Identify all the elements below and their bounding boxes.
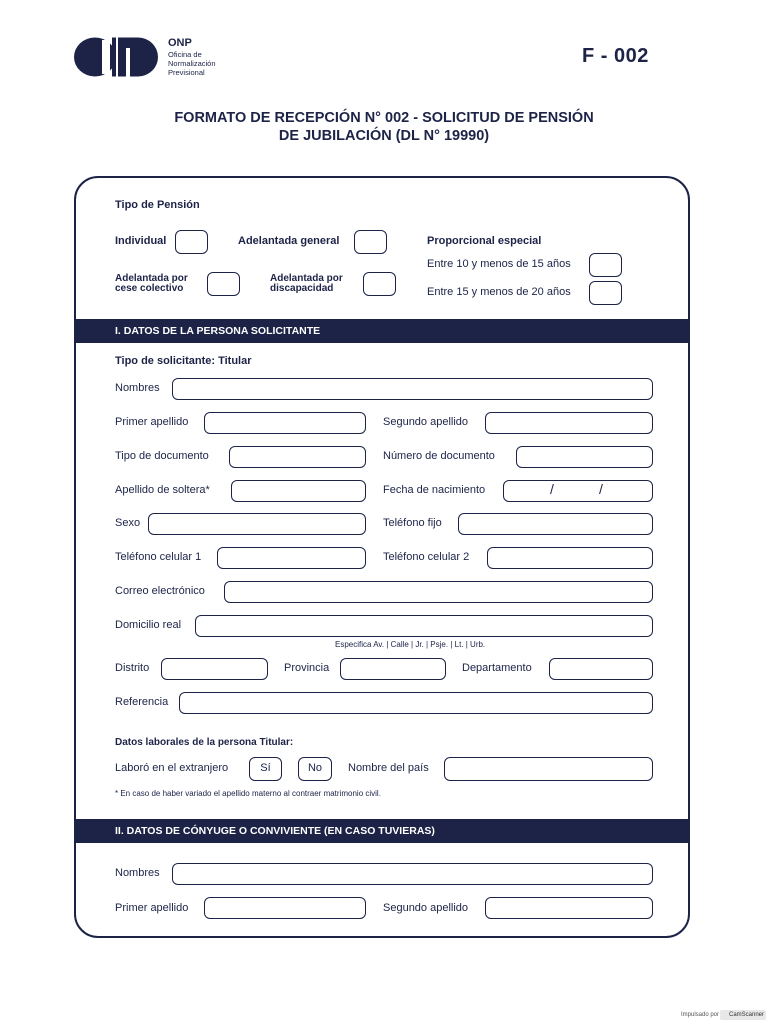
- apellido-soltera-field[interactable]: [231, 480, 366, 502]
- range-10-15-label: Entre 10 y menos de 15 años: [427, 258, 571, 270]
- distrito-label: Distrito: [115, 662, 150, 674]
- conyuge-nombres-label: Nombres: [115, 867, 160, 879]
- org-abbreviation: ONP: [168, 37, 192, 49]
- fecha-nacimiento-label: Fecha de nacimiento: [383, 484, 486, 496]
- provincia-label: Provincia: [284, 662, 330, 674]
- nombres-field[interactable]: [172, 378, 653, 400]
- adelantada-general-label: Adelantada general: [238, 235, 340, 247]
- range-15-20-checkbox[interactable]: [589, 281, 622, 305]
- adelantada-cese-label-1: Adelantada por: [115, 273, 188, 284]
- fecha-nacimiento-field[interactable]: [503, 480, 653, 502]
- proporcional-label: Proporcional especial: [427, 235, 542, 247]
- sexo-field[interactable]: [148, 513, 366, 535]
- adelantada-discapacidad-label-1: Adelantada por: [270, 273, 343, 284]
- telefono-fijo-label: Teléfono fijo: [383, 517, 442, 529]
- footnote: * En caso de haber variado el apellido materno al contraer matrimonio civil.: [115, 789, 381, 798]
- domicilio-field[interactable]: [195, 615, 653, 637]
- sexo-label: Sexo: [115, 517, 141, 529]
- primer-apellido-field[interactable]: [204, 412, 366, 434]
- domicilio-label: Domicilio real: [115, 619, 182, 631]
- onp-logo-icon: [74, 36, 160, 78]
- section-2-heading: II. DATOS DE CÓNYUGE O CONVIVIENTE (EN CASO TUVIERAS): [75, 819, 689, 843]
- segundo-apellido-label: Segundo apellido: [383, 416, 469, 428]
- departamento-field[interactable]: [549, 658, 653, 680]
- telefono-celular-2-field[interactable]: [487, 547, 653, 569]
- applicant-type-label: Tipo de solicitante: Titular: [115, 355, 252, 367]
- org-name-line-3: Previsional: [168, 68, 205, 77]
- pension-type-heading: Tipo de Pensión: [115, 199, 200, 211]
- tipo-documento-label: Tipo de documento: [115, 450, 209, 462]
- telefono-celular-1-label: Teléfono celular 1: [115, 551, 202, 563]
- segundo-apellido-field[interactable]: [485, 412, 653, 434]
- powered-by-text: Impulsado por: [681, 1012, 720, 1018]
- numero-documento-label: Número de documento: [383, 450, 495, 462]
- org-name-line-1: Oficina de: [168, 50, 202, 59]
- nombre-pais-field[interactable]: [444, 757, 653, 781]
- adelantada-discapacidad-checkbox[interactable]: [363, 272, 396, 296]
- nombre-pais-label: Nombre del país: [348, 762, 429, 774]
- conyuge-segundo-apellido-label: Segundo apellido: [383, 902, 469, 914]
- tipo-documento-field[interactable]: [229, 446, 366, 468]
- conyuge-primer-apellido-label: Primer apellido: [115, 902, 189, 914]
- numero-documento-field[interactable]: [516, 446, 653, 468]
- range-10-15-checkbox[interactable]: [589, 253, 622, 277]
- referencia-field[interactable]: [179, 692, 653, 714]
- adelantada-cese-checkbox[interactable]: [207, 272, 240, 296]
- camscanner-badge: CamScanner: [720, 1010, 766, 1020]
- laboro-extranjero-label: Laboró en el extranjero: [115, 762, 229, 774]
- date-separator-2: /: [599, 481, 603, 497]
- section-1-heading: I. DATOS DE LA PERSONA SOLICITANTE: [75, 319, 689, 343]
- correo-field[interactable]: [224, 581, 653, 603]
- range-15-20-label: Entre 15 y menos de 20 años: [427, 286, 571, 298]
- form-code: F - 002: [582, 45, 649, 67]
- departamento-label: Departamento: [462, 662, 532, 674]
- distrito-field[interactable]: [161, 658, 268, 680]
- individual-checkbox[interactable]: [175, 230, 208, 254]
- telefono-celular-2-label: Teléfono celular 2: [383, 551, 470, 563]
- telefono-fijo-field[interactable]: [458, 513, 653, 535]
- adelantada-discapacidad-label-2: discapacidad: [270, 283, 334, 294]
- form-title-line-2: DE JUBILACIÓN (DL N° 19990): [278, 128, 490, 144]
- conyuge-primer-apellido-field[interactable]: [204, 897, 366, 919]
- form-title-line-1: FORMATO DE RECEPCIÓN N° 002 - SOLICITUD DE PENSIÓN: [174, 110, 594, 126]
- primer-apellido-label: Primer apellido: [115, 416, 189, 428]
- nombres-label: Nombres: [115, 382, 160, 394]
- adelantada-cese-label-2: cese colectivo: [115, 283, 184, 294]
- domicilio-hint: Especifica Av. | Calle | Jr. | Psje. | Lt. | Urb.: [335, 640, 486, 649]
- provincia-field[interactable]: [340, 658, 446, 680]
- apellido-soltera-label: Apellido de soltera*: [115, 484, 210, 496]
- no-option[interactable]: No: [298, 757, 332, 781]
- conyuge-segundo-apellido-field[interactable]: [485, 897, 653, 919]
- individual-label: Individual: [115, 235, 167, 247]
- correo-label: Correo electrónico: [115, 585, 205, 597]
- date-separator-1: /: [550, 481, 554, 497]
- conyuge-nombres-field[interactable]: [172, 863, 653, 885]
- si-option[interactable]: Sí: [249, 757, 282, 781]
- work-data-heading: Datos laborales de la persona Titular:: [115, 737, 294, 748]
- telefono-celular-1-field[interactable]: [217, 547, 366, 569]
- referencia-label: Referencia: [115, 696, 169, 708]
- org-name-line-2: Normalización: [168, 59, 216, 68]
- adelantada-general-checkbox[interactable]: [354, 230, 387, 254]
